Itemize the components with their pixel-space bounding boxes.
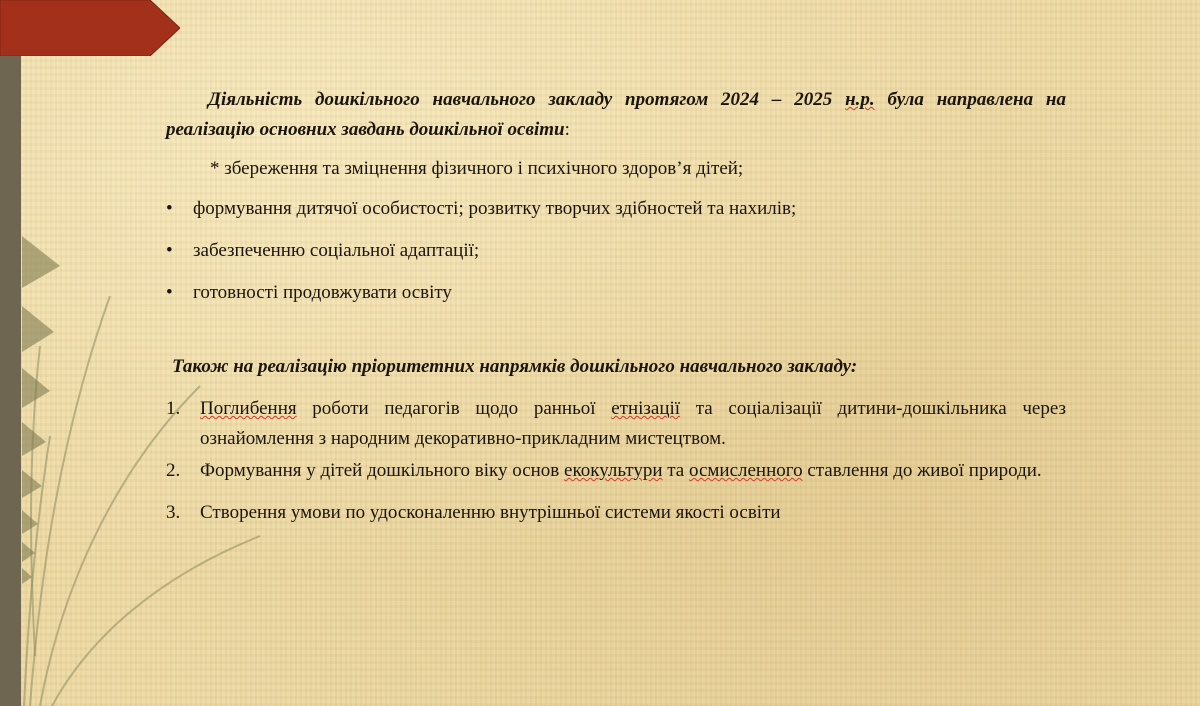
priority-item-3 — [166, 498, 1066, 528]
bullet-marker: • — [166, 198, 173, 219]
priority-item-1 — [166, 394, 1066, 454]
priority-text: осмисленного — [688, 460, 803, 481]
school-year-abbreviation: н.р. — [845, 89, 875, 110]
intro-text-part1: Діяльність дошкільного навчального закладу протягом 2024 – 2025 — [208, 89, 846, 110]
priority-text: Створення умови по удосконаленню внутрішньої системи якості освіти — [200, 502, 781, 523]
list-item — [166, 236, 1066, 266]
priority-text: етнізації — [611, 398, 681, 419]
list-item-text: готовності продовжувати освіту — [193, 282, 452, 303]
slide-content — [166, 85, 1066, 530]
list-item-text: забезпеченню соціальної адаптації; — [193, 240, 480, 261]
intro-colon: : — [564, 119, 570, 140]
list-item — [166, 194, 1066, 224]
health-item: * збереження та зміцнення фізичного і психічного здоров’я дітей; — [210, 158, 744, 179]
item-number: 2. — [166, 460, 181, 481]
priorities-heading: Також на реалізацію пріоритетних напрямків дошкільного навчального закладу: — [172, 356, 858, 377]
priority-text: роботи педагогів щодо ранньої — [296, 398, 612, 419]
item-number: 3. — [166, 502, 181, 523]
bullet-marker: • — [166, 240, 173, 261]
list-item — [166, 278, 1066, 308]
bullet-marker: • — [166, 282, 173, 303]
intro-paragraph — [166, 85, 1066, 145]
corner-tab-decoration — [0, 0, 180, 56]
priority-text: та соціалізації дитини-дошкільника через ознайомлення з народним декоративно-прикладним мистецтвом. — [200, 398, 1066, 449]
priority-text: ставлення до живої природи. — [802, 460, 1042, 481]
priority-text: Поглибення — [200, 398, 297, 419]
priority-text: Формування у дітей дошкільного віку основ — [200, 460, 565, 481]
priority-item-2 — [166, 456, 1066, 486]
priority-text: екокультури — [564, 460, 663, 481]
list-item-text: формування дитячої особистості; розвитку творчих здібностей та нахилів; — [193, 198, 797, 219]
priorities-numbered-list — [166, 394, 1066, 528]
item-number: 1. — [166, 398, 181, 419]
tasks-bullet-list — [166, 194, 1066, 308]
priority-text: та — [662, 460, 689, 481]
intro-text-part2: була направлена на реалізацію основних завдань дошкільної освіти — [166, 89, 1066, 140]
